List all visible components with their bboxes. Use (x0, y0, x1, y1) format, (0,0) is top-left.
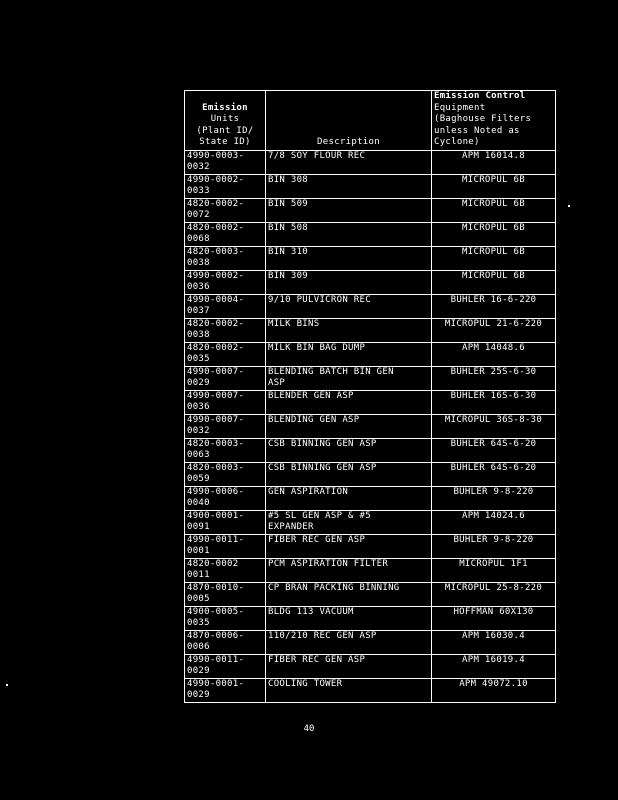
emission-unit-cell: 4900-0001- 0091 (185, 510, 266, 534)
description-cell: GEN ASPIRATION (266, 486, 432, 510)
table-row (185, 678, 556, 702)
control-equipment-cell: HOFFMAN 60X130 (432, 606, 556, 630)
control-equipment-header (432, 91, 556, 151)
description-header: Description (266, 91, 432, 151)
description-cell: BIN 508 (266, 222, 432, 246)
emission-unit-cell: 4990-0007- 0029 (185, 366, 266, 390)
control-equipment-cell: BUHLER 16S-6-30 (432, 390, 556, 414)
emission-unit-cell: 4870-0010- 0005 (185, 582, 266, 606)
description-cell: MILK BINS (266, 318, 432, 342)
description-cell: MILK BIN BAG DUMP (266, 342, 432, 366)
description-cell: #5 SL GEN ASP & #5 EXPANDER (266, 510, 432, 534)
page-number: 40 (303, 724, 315, 734)
table-row (185, 342, 556, 366)
table-row (185, 438, 556, 462)
table-row (185, 486, 556, 510)
table-row (185, 294, 556, 318)
table-row (185, 606, 556, 630)
description-cell: BLDG 113 VACUUM (266, 606, 432, 630)
description-cell: COOLING TOWER (266, 678, 432, 702)
description-cell: FIBER REC GEN ASP (266, 534, 432, 558)
emission-unit-cell: 4990-0004- 0037 (185, 294, 266, 318)
description-cell: BIN 309 (266, 270, 432, 294)
description-cell: FIBER REC GEN ASP (266, 654, 432, 678)
table-row (185, 462, 556, 486)
control-equipment-cell: BUHLER 9-8-220 (432, 534, 556, 558)
emission-unit-cell: 4820-0003- 0059 (185, 462, 266, 486)
emission-unit-cell: 4990-0011- 0029 (185, 654, 266, 678)
control-equipment-cell: MICROPUL 6B (432, 270, 556, 294)
control-equipment-header-sub: Equipment (Baghouse Filters unless Noted as Cyclone) (434, 102, 532, 147)
table-row (185, 414, 556, 438)
control-equipment-cell: BUHLER 16-6-220 (432, 294, 556, 318)
emission-units-header-sub: Units (Plant ID/ State ID) (196, 114, 254, 147)
control-equipment-cell: MICROPUL 21-6-220 (432, 318, 556, 342)
table-row (185, 510, 556, 534)
control-equipment-cell: BUHLER 9-8-220 (432, 486, 556, 510)
description-cell: BLENDER GEN ASP (266, 390, 432, 414)
control-equipment-cell: APM 14024.6 (432, 510, 556, 534)
description-cell: BIN 509 (266, 198, 432, 222)
table-row (185, 366, 556, 390)
emission-unit-cell: 4990-0002- 0036 (185, 270, 266, 294)
emission-units-header-title: Emission (202, 102, 248, 113)
table-row (185, 174, 556, 198)
table-row (185, 198, 556, 222)
table-body (185, 150, 556, 702)
control-equipment-header-title: Emission Control (434, 91, 526, 101)
control-equipment-cell: BUHLER 25S-6-30 (432, 366, 556, 390)
control-equipment-cell: APM 16014.8 (432, 150, 556, 174)
emission-unit-cell: 4990-0007- 0032 (185, 414, 266, 438)
description-cell: 110/210 REC GEN ASP (266, 630, 432, 654)
emission-unit-cell: 4870-0006- 0006 (185, 630, 266, 654)
table-row (185, 534, 556, 558)
description-cell: BLENDING GEN ASP (266, 414, 432, 438)
control-equipment-cell: MICROPUL 6B (432, 198, 556, 222)
table-row (185, 318, 556, 342)
emission-unit-cell: 4820-0002- 0035 (185, 342, 266, 366)
emission-unit-cell: 4820-0003- 0038 (185, 246, 266, 270)
control-equipment-cell: MICROPUL 6B (432, 174, 556, 198)
control-equipment-cell: MICROPUL 36S-8-30 (432, 414, 556, 438)
description-cell: PCM ASPIRATION FILTER (266, 558, 432, 582)
description-cell: BLENDING BATCH BIN GEN ASP (266, 366, 432, 390)
table-header-row (185, 91, 556, 151)
emission-units-header (185, 91, 266, 151)
control-equipment-cell: BUHLER 64S-6-20 (432, 438, 556, 462)
emission-unit-cell: 4820-0002 0011 (185, 558, 266, 582)
emission-unit-cell: 4990-0001- 0029 (185, 678, 266, 702)
table-row (185, 558, 556, 582)
control-equipment-cell: APM 16030.4 (432, 630, 556, 654)
control-equipment-cell: MICROPUL 6B (432, 246, 556, 270)
control-equipment-cell: BUHLER 64S-6-20 (432, 462, 556, 486)
description-cell: 7/8 SOY FLOUR REC (266, 150, 432, 174)
emission-unit-cell: 4990-0006- 0040 (185, 486, 266, 510)
scan-speck (568, 205, 570, 207)
table-row (185, 246, 556, 270)
control-equipment-cell: APM 16019.4 (432, 654, 556, 678)
emission-unit-cell: 4820-0002- 0068 (185, 222, 266, 246)
table-row (185, 222, 556, 246)
description-cell: BIN 310 (266, 246, 432, 270)
description-cell: CP BRAN PACKING BINNING (266, 582, 432, 606)
description-cell: CSB BINNING GEN ASP (266, 438, 432, 462)
emission-units-table (184, 90, 556, 703)
table-row (185, 630, 556, 654)
table-row (185, 654, 556, 678)
table-row (185, 150, 556, 174)
description-cell: CSB BINNING GEN ASP (266, 462, 432, 486)
table-row (185, 390, 556, 414)
table-row (185, 270, 556, 294)
emission-unit-cell: 4990-0003- 0032 (185, 150, 266, 174)
emission-unit-cell: 4990-0011- 0001 (185, 534, 266, 558)
control-equipment-cell: APM 49072.10 (432, 678, 556, 702)
table-row (185, 582, 556, 606)
description-cell: BIN 308 (266, 174, 432, 198)
emission-unit-cell: 4990-0002- 0033 (185, 174, 266, 198)
emission-unit-cell: 4820-0003- 0063 (185, 438, 266, 462)
emission-unit-cell: 4900-0005- 0035 (185, 606, 266, 630)
control-equipment-cell: MICROPUL 25-8-220 (432, 582, 556, 606)
emission-unit-cell: 4820-0002- 0038 (185, 318, 266, 342)
control-equipment-cell: APM 14048.6 (432, 342, 556, 366)
emission-unit-cell: 4990-0007- 0036 (185, 390, 266, 414)
scan-speck (6, 684, 8, 686)
emission-unit-cell: 4820-0002- 0072 (185, 198, 266, 222)
control-equipment-cell: MICROPUL 6B (432, 222, 556, 246)
control-equipment-cell: MICROPUL 1F1 (432, 558, 556, 582)
description-cell: 9/10 PULVICRON REC (266, 294, 432, 318)
